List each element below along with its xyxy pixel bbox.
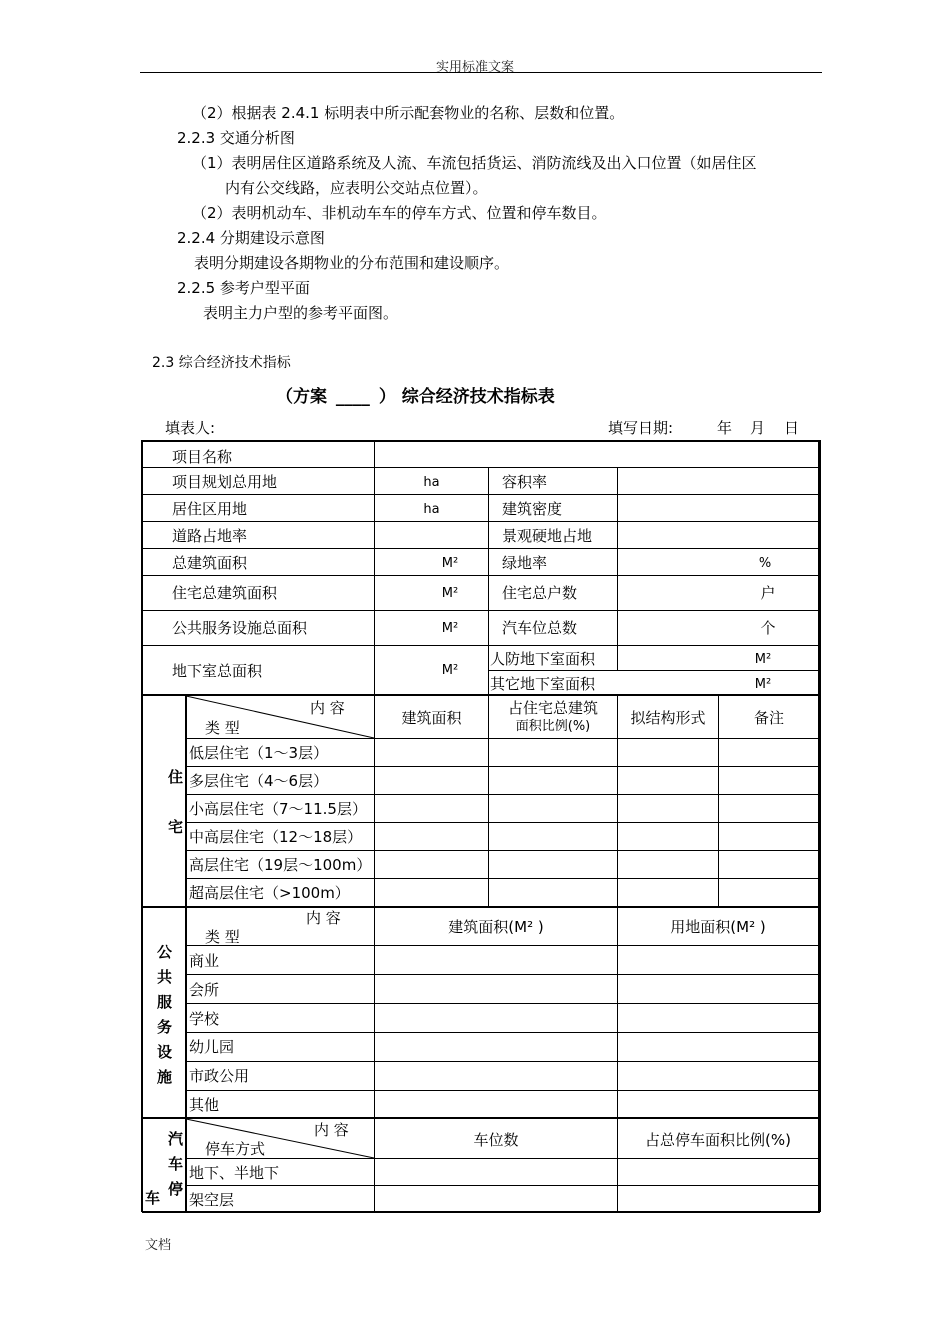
cell-public-area-unit: M² bbox=[441, 621, 459, 636]
public-row-other: 其他 bbox=[189, 1096, 220, 1114]
section-line bbox=[142, 906, 820, 908]
cell-plan-land-unit: ha bbox=[423, 475, 440, 490]
paragraph-2-2-3-item2: （2）表明机动车、非机动车车的停车方式、位置和停车数目。 bbox=[192, 204, 607, 222]
col-line bbox=[374, 906, 375, 1211]
row-line bbox=[488, 670, 820, 671]
residential-header-content: 内 容 bbox=[310, 699, 345, 717]
cell-hardscape: 景观硬地占地 bbox=[502, 527, 593, 545]
residential-row-high: 高层住宅（19层～100m） bbox=[189, 856, 372, 874]
cell-green-ratio: 绿地率 bbox=[502, 554, 548, 572]
cell-total-area: 总建筑面积 bbox=[172, 554, 248, 572]
group-parking-char3: 停 bbox=[168, 1180, 184, 1198]
residential-row-super-high: 超高层住宅（>100m） bbox=[189, 884, 350, 902]
cell-plan-land: 项目规划总用地 bbox=[172, 473, 278, 491]
group-public-char4: 务 bbox=[157, 1018, 173, 1036]
public-row-school: 学校 bbox=[189, 1010, 220, 1028]
group-public-char5: 设 bbox=[157, 1043, 173, 1061]
page-footer: 文档 bbox=[145, 1238, 172, 1253]
group-public-char3: 服 bbox=[157, 993, 173, 1011]
group-residential-char2: 宅 bbox=[168, 818, 184, 836]
row-line bbox=[186, 1032, 820, 1033]
residential-col-structure: 拟结构形式 bbox=[630, 709, 706, 727]
group-parking-char4: 车 bbox=[145, 1189, 161, 1207]
residential-row-multi: 多层住宅（4～6层） bbox=[189, 772, 329, 790]
row-line bbox=[142, 645, 820, 646]
public-col-land-area: 用地面积(M² ) bbox=[670, 918, 766, 936]
residential-row-mid-high: 中高层住宅（12～18层） bbox=[189, 828, 363, 846]
group-parking-char2: 车 bbox=[168, 1155, 184, 1173]
public-header-content: 内 容 bbox=[306, 909, 341, 927]
table-title-prefix: （方案 bbox=[276, 387, 327, 407]
group-public-char6: 施 bbox=[157, 1068, 173, 1086]
row-line bbox=[186, 945, 820, 946]
parking-col-ratio: 占总停车面积比例(%) bbox=[645, 1131, 791, 1149]
residential-row-low: 低层住宅（1～3层） bbox=[189, 744, 329, 762]
public-row-kindergarten: 幼儿园 bbox=[189, 1038, 235, 1056]
cell-total-area-unit: M² bbox=[441, 556, 459, 571]
paragraph-2-2-3-item1-line1: （1）表明居住区道路系统及人流、车流包括货运、消防流线及出入口位置（如居住区 bbox=[192, 154, 757, 172]
col-line bbox=[617, 467, 618, 670]
paragraph-2-2-2-item2: （2）根据表 2.4.1 标明表中所示配套物业的名称、层数和位置。 bbox=[192, 104, 625, 122]
parking-row-stilt: 架空层 bbox=[189, 1191, 235, 1209]
page-header: 实用标准文案 bbox=[435, 60, 514, 75]
cell-road-ratio: 道路占地率 bbox=[172, 527, 248, 545]
cell-other-basement: 其它地下室面积 bbox=[490, 675, 596, 693]
public-col-building-area: 建筑面积(M² ) bbox=[448, 918, 544, 936]
cell-basement-unit: M² bbox=[441, 663, 459, 678]
date-month: 月 bbox=[750, 419, 766, 437]
cell-parking-total: 汽车位总数 bbox=[502, 619, 578, 637]
row-line bbox=[186, 1061, 820, 1062]
public-header-type: 类 型 bbox=[205, 928, 240, 946]
cell-civil-defense: 人防地下室面积 bbox=[490, 650, 596, 668]
public-row-municipal: 市政公用 bbox=[189, 1067, 250, 1085]
residential-col-ratio-line2: 面积比例(%) bbox=[515, 719, 591, 734]
col-line bbox=[617, 906, 618, 1211]
cell-households: 住宅总户数 bbox=[502, 584, 578, 602]
cell-res-land-unit: ha bbox=[423, 502, 440, 517]
row-line bbox=[142, 610, 820, 611]
cell-density: 建筑密度 bbox=[502, 500, 563, 518]
cell-civil-defense-unit: M² bbox=[754, 652, 772, 667]
row-line bbox=[142, 548, 820, 549]
cell-res-land: 居住区用地 bbox=[172, 500, 248, 518]
paragraph-2-2-5: 表明主力户型的参考平面图。 bbox=[203, 304, 399, 322]
row-line bbox=[142, 575, 820, 576]
residential-header-type: 类 型 bbox=[205, 719, 240, 737]
cell-households-unit: 户 bbox=[760, 584, 776, 602]
cell-res-area-unit: M² bbox=[441, 586, 459, 601]
row-line bbox=[186, 1003, 820, 1004]
row-line bbox=[142, 521, 820, 522]
residential-row-small-high: 小高层住宅（7～11.5层） bbox=[189, 800, 367, 818]
residential-col-remark: 备注 bbox=[753, 709, 784, 727]
date-year: 年 bbox=[717, 419, 733, 437]
heading-2-3: 2.3 综合经济技术指标 bbox=[152, 355, 291, 371]
public-row-commerce: 商业 bbox=[189, 952, 220, 970]
row-line bbox=[142, 467, 820, 468]
residential-col-ratio-line1: 占住宅总建筑 bbox=[507, 699, 598, 717]
paragraph-2-2-3-item1-line2: 内有公交线路，应表明公交站点位置）。 bbox=[225, 179, 488, 197]
public-row-club: 会所 bbox=[189, 981, 220, 999]
heading-2-2-3: 2.2.3 交通分析图 bbox=[177, 129, 295, 147]
row-line bbox=[186, 1090, 820, 1091]
group-public-char1: 公 bbox=[157, 943, 173, 961]
table-title-suffix: ） 综合经济技术指标表 bbox=[378, 387, 555, 407]
cell-other-basement-unit: M² bbox=[754, 677, 772, 692]
group-residential-char1: 住 bbox=[168, 768, 184, 786]
row-line bbox=[142, 494, 820, 495]
parking-col-spaces: 车位数 bbox=[473, 1131, 519, 1149]
cell-green-unit: % bbox=[758, 556, 772, 571]
row-line bbox=[186, 1185, 820, 1186]
parking-header-type: 停车方式 bbox=[205, 1140, 266, 1158]
row-line bbox=[186, 974, 820, 975]
cell-project-name: 项目名称 bbox=[172, 448, 233, 466]
header-rule bbox=[140, 72, 822, 73]
section-line bbox=[142, 1211, 820, 1213]
group-public-char2: 共 bbox=[157, 968, 173, 986]
residential-col-area: 建筑面积 bbox=[401, 709, 462, 727]
heading-2-2-5: 2.2.5 参考户型平面 bbox=[177, 279, 310, 297]
cell-public-area: 公共服务设施总面积 bbox=[172, 619, 308, 637]
table-title-blank: ____ bbox=[335, 387, 370, 407]
cell-parking-unit: 个 bbox=[760, 619, 776, 637]
cell-far: 容积率 bbox=[502, 473, 548, 491]
table-title bbox=[276, 382, 555, 407]
group-parking-char1: 汽 bbox=[168, 1130, 184, 1148]
date-day: 日 bbox=[784, 419, 800, 437]
cell-res-area: 住宅总建筑面积 bbox=[172, 584, 278, 602]
parking-row-underground: 地下、半地下 bbox=[189, 1164, 280, 1182]
filler-label: 填表人: bbox=[165, 419, 216, 437]
col-line bbox=[488, 467, 489, 694]
cell-basement: 地下室总面积 bbox=[172, 662, 263, 680]
parking-header-content: 内 容 bbox=[314, 1121, 349, 1139]
heading-2-2-4: 2.2.4 分期建设示意图 bbox=[177, 229, 325, 247]
date-label: 填写日期: bbox=[608, 419, 674, 437]
paragraph-2-2-4: 表明分期建设各期物业的分布范围和建设顺序。 bbox=[194, 254, 510, 272]
